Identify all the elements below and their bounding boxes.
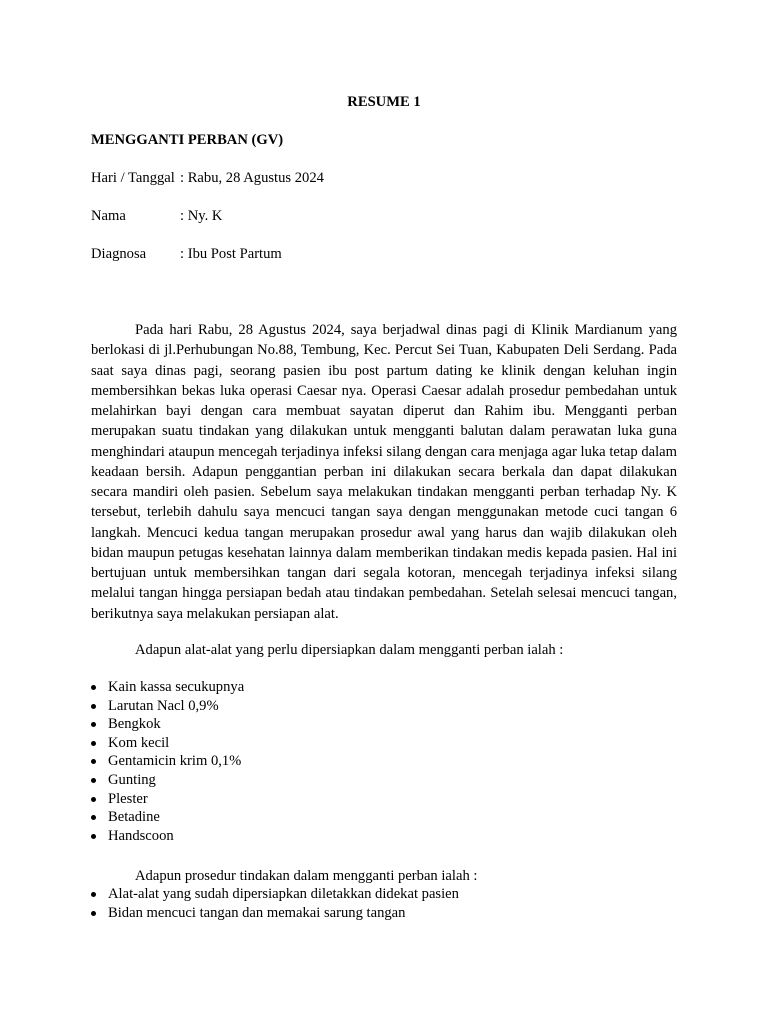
- paragraph-procedure-intro: Adapun prosedur tindakan dalam mengganti perban ialah :: [135, 868, 478, 884]
- bullet-icon: [91, 741, 96, 746]
- bullet-icon: [91, 892, 96, 897]
- bullet-icon: [91, 759, 96, 764]
- field-label: Diagnosa: [91, 246, 147, 262]
- field-value: : Ibu Post Partum: [180, 246, 282, 262]
- bullet-icon: [91, 911, 96, 916]
- list-item: Gunting: [91, 771, 244, 790]
- field-value: : Ny. K: [180, 208, 223, 224]
- list-item: Larutan Nacl 0,9%: [91, 697, 244, 716]
- list-item: Betadine: [91, 808, 244, 827]
- bullet-icon: [91, 704, 96, 709]
- document-subtitle: MENGGANTI PERBAN (GV): [91, 132, 284, 148]
- list-item: Handscoon: [91, 827, 244, 846]
- bullet-icon: [91, 797, 96, 802]
- procedure-list: [91, 885, 459, 922]
- field-diagnosa: [91, 245, 282, 264]
- bullet-icon: [91, 778, 96, 783]
- list-item: Alat-alat yang sudah dipersiapkan diletakkan didekat pasien: [91, 885, 459, 904]
- field-nama: [91, 207, 222, 226]
- bullet-icon: [91, 722, 96, 727]
- field-label: Hari / Tanggal: [91, 170, 175, 186]
- paragraph-intro: Pada hari Rabu, 28 Agustus 2024, saya berjadwal dinas pagi di Klinik Mardianum yang berlokasi di jl.Perhubungan No.88, Tembung, Kec. Percut Sei Tuan, Kabupaten Deli Serdang. Pada saat saya dinas pagi, seorang pasien ibu post partum dating ke klinik dengan keluhan ingin membersihkan bekas luka operasi Caesar nya. Operasi Caesar adalah prosedur pembedahan untuk melahirkan bayi dengan cara membuat sayatan diperut dan Rahim ibu. Mengganti perban merupakan suatu tindakan yang dilakukan untuk mengganti balutan dalam perawatan luka guna menghindari ataupun mencegah terjadinya infeksi silang dengan cara menjaga agar luka tetap dalam keadaan bersih. Adapun penggantian perban ini dilakukan secara berkala dan dapat dilakukan secara mandiri oleh pasien. Sebelum saya melakukan tindakan mengganti perban terhadap Ny. K tersebut, terlebih dahulu saya mencuci tangan saya dengan menggunakan metode cuci tangan 6 langkah. Mencuci kedua tangan merupakan prosedur awal yang harus dan wajib dilakukan oleh bidan maupun petugas kesehatan lainnya dalam memberikan tindakan medis kepada pasien. Hal ini bertujuan untuk membersihkan tangan dari segala kotoran, mencegah terjadinya infeksi silang melalui tangan hingga persiapan bedah atau tindakan pembedahan. Setelah selesai mencuci tangan, berikutnya saya melakukan persiapan alat.: [91, 322, 677, 622]
- field-hari-tanggal: [91, 169, 324, 188]
- bullet-icon: [91, 834, 96, 839]
- list-item: Bengkok: [91, 715, 244, 734]
- list-item: Gentamicin krim 0,1%: [91, 752, 244, 771]
- field-value: : Rabu, 28 Agustus 2024: [180, 170, 324, 186]
- document-title: RESUME 1: [347, 94, 421, 110]
- field-label: Nama: [91, 208, 126, 224]
- list-item: Bidan mencuci tangan dan memakai sarung tangan: [91, 904, 459, 923]
- list-item: Plester: [91, 790, 244, 809]
- list-item: Kain kassa secukupnya: [91, 678, 244, 697]
- paragraph-tools-intro: Adapun alat-alat yang perlu dipersiapkan dalam mengganti perban ialah :: [135, 642, 564, 658]
- tools-list: [91, 678, 244, 845]
- list-item: Kom kecil: [91, 734, 244, 753]
- bullet-icon: [91, 685, 96, 690]
- bullet-icon: [91, 815, 96, 820]
